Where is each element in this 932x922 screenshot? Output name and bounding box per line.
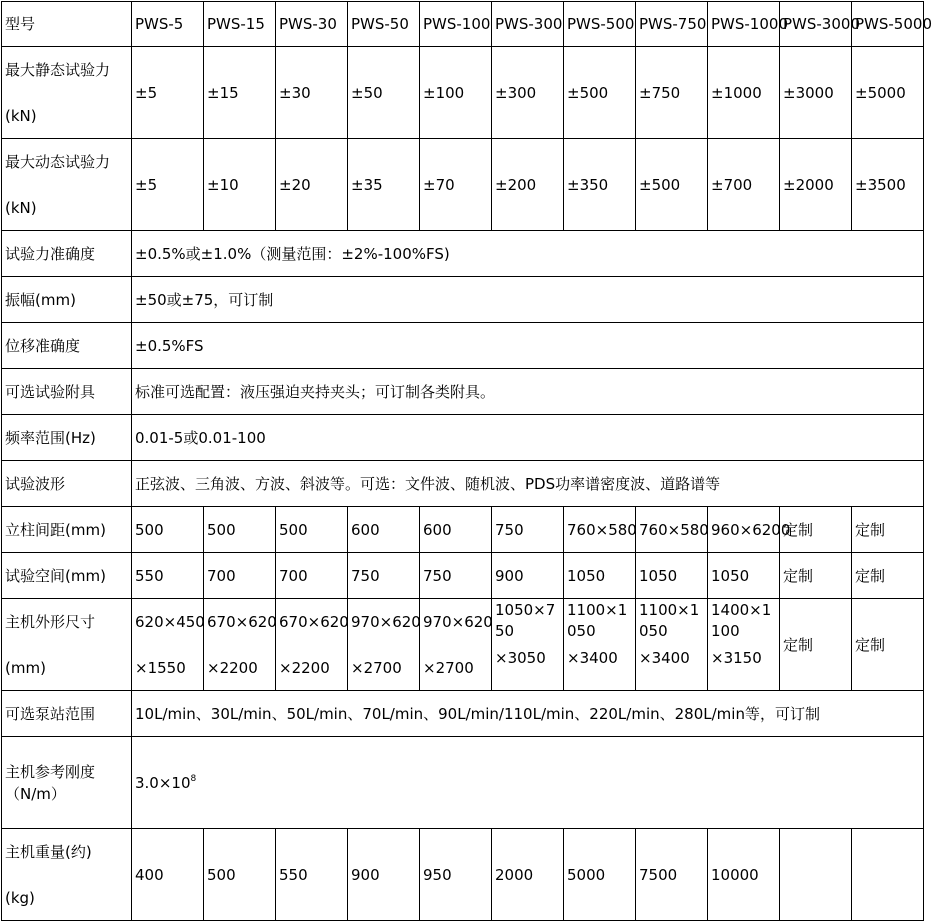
value-cell bbox=[852, 829, 924, 921]
value-cell: ±350 bbox=[564, 139, 636, 231]
amplitude-value: ±50或±75，可订制 bbox=[132, 277, 924, 323]
value-cell: 2000 bbox=[492, 829, 564, 921]
force-accuracy-row bbox=[2, 231, 924, 277]
label-line1: 最大静态试验力 bbox=[5, 60, 111, 79]
value-cell: ±100 bbox=[420, 47, 492, 139]
value-cell: 960×6200 bbox=[708, 507, 780, 553]
dimension-cell bbox=[348, 599, 420, 691]
label-line2: （N/m） bbox=[5, 784, 66, 803]
dimension-bottom: ×3050 bbox=[495, 649, 546, 667]
value-cell: 900 bbox=[492, 553, 564, 599]
value-cell: 600 bbox=[420, 507, 492, 553]
amplitude-label: 振幅(mm) bbox=[2, 277, 132, 323]
model-cell: PWS-30 bbox=[276, 2, 348, 47]
weight-row bbox=[2, 829, 924, 921]
displacement-accuracy-value: ±0.5%FS bbox=[132, 323, 924, 369]
spec-table bbox=[1, 1, 932, 921]
weight-label bbox=[2, 829, 132, 921]
static-force-row bbox=[2, 47, 924, 139]
dimension-bottom: ×1550 bbox=[135, 658, 186, 677]
dimension-top: 1100×1050 bbox=[567, 601, 628, 640]
dynamic-force-label bbox=[2, 139, 132, 231]
model-cell: PWS-300 bbox=[492, 2, 564, 47]
value-cell: 定制 bbox=[780, 507, 852, 553]
model-cell: PWS-500 bbox=[564, 2, 636, 47]
value-cell: 500 bbox=[276, 507, 348, 553]
value-cell: 700 bbox=[204, 553, 276, 599]
dimension-cell bbox=[204, 599, 276, 691]
dimension-bottom: ×3150 bbox=[711, 649, 762, 667]
pump-station-label: 可选泵站范围 bbox=[2, 691, 132, 737]
value-cell: 定制 bbox=[852, 553, 924, 599]
model-cell: PWS-100 bbox=[420, 2, 492, 47]
dimension-top: 620×450 bbox=[135, 612, 205, 631]
model-cell: PWS-3000 bbox=[780, 2, 852, 47]
label-line2: (kN) bbox=[5, 106, 37, 125]
dimensions-label bbox=[2, 599, 132, 691]
value-cell: 400 bbox=[132, 829, 204, 921]
force-accuracy-value: ±0.5%或±1.0%（测量范围：±2%-100%FS) bbox=[132, 231, 924, 277]
accessories-value: 标准可选配置：液压强迫夹持夹头；可订制各类附具。 bbox=[132, 369, 924, 415]
value-cell: 760×580 bbox=[636, 507, 708, 553]
stiffness-value bbox=[132, 737, 924, 829]
value-cell: ±15 bbox=[204, 47, 276, 139]
value-cell: ±5000 bbox=[852, 47, 924, 139]
amplitude-row bbox=[2, 277, 924, 323]
value-cell: 550 bbox=[276, 829, 348, 921]
model-cell: PWS-50 bbox=[348, 2, 420, 47]
value-cell: 5000 bbox=[564, 829, 636, 921]
value-cell: 500 bbox=[204, 507, 276, 553]
value-cell: 900 bbox=[348, 829, 420, 921]
frequency-label: 频率范围(Hz) bbox=[2, 415, 132, 461]
value-cell: 500 bbox=[132, 507, 204, 553]
test-space-label: 试验空间(mm) bbox=[2, 553, 132, 599]
dimension-bottom: ×2700 bbox=[423, 658, 474, 677]
dimension-top: 670×620 bbox=[207, 612, 277, 631]
model-cell: PWS-15 bbox=[204, 2, 276, 47]
dimension-cell bbox=[132, 599, 204, 691]
value-cell: 1050 bbox=[564, 553, 636, 599]
label-line2: (kN) bbox=[5, 198, 37, 217]
dimension-cell bbox=[636, 599, 708, 691]
value-cell: 750 bbox=[348, 553, 420, 599]
dimension-top: 1100×1050 bbox=[639, 601, 700, 640]
value-cell: 750 bbox=[420, 553, 492, 599]
value-cell: ±20 bbox=[276, 139, 348, 231]
waveform-label: 试验波形 bbox=[2, 461, 132, 507]
value-cell: ±5 bbox=[132, 47, 204, 139]
label-line1: 主机参考刚度 bbox=[5, 762, 96, 781]
column-spacing-label: 立柱间距(mm) bbox=[2, 507, 132, 553]
label-line1: 主机外形尺寸 bbox=[5, 612, 96, 631]
dimension-bottom: ×2700 bbox=[351, 658, 402, 677]
value-cell: 500 bbox=[204, 829, 276, 921]
waveform-row bbox=[2, 461, 924, 507]
header-row bbox=[2, 2, 924, 47]
value-cell: 定制 bbox=[852, 599, 924, 691]
frequency-value: 0.01-5或0.01-100 bbox=[132, 415, 924, 461]
force-accuracy-label: 试验力准确度 bbox=[2, 231, 132, 277]
value-cell: 700 bbox=[276, 553, 348, 599]
dimension-bottom: ×2200 bbox=[207, 658, 258, 677]
model-cell: PWS-5000 bbox=[852, 2, 924, 47]
value-cell: ±70 bbox=[420, 139, 492, 231]
stiffness-exponent: 8 bbox=[190, 773, 197, 784]
value-cell: 550 bbox=[132, 553, 204, 599]
header-label: 型号 bbox=[2, 2, 132, 47]
value-cell: ±500 bbox=[636, 139, 708, 231]
value-cell: ±750 bbox=[636, 47, 708, 139]
dimension-top: 1400×1100 bbox=[711, 601, 772, 640]
displacement-accuracy-row bbox=[2, 323, 924, 369]
model-cell: PWS-750 bbox=[636, 2, 708, 47]
value-cell: ±500 bbox=[564, 47, 636, 139]
value-cell: 750 bbox=[492, 507, 564, 553]
label-line1: 最大动态试验力 bbox=[5, 152, 111, 171]
value-cell: ±700 bbox=[708, 139, 780, 231]
value-cell: ±5 bbox=[132, 139, 204, 231]
stiffness-base: 3.0×10 bbox=[135, 773, 191, 792]
value-cell: ±200 bbox=[492, 139, 564, 231]
value-cell: ±10 bbox=[204, 139, 276, 231]
value-cell: ±3000 bbox=[780, 47, 852, 139]
value-cell: 7500 bbox=[636, 829, 708, 921]
pump-station-value: 10L/min、30L/min、50L/min、70L/min、90L/min/110L/min、220L/min、280L/min等，可订制 bbox=[132, 691, 924, 737]
dimension-top: 970×620 bbox=[351, 612, 421, 631]
dimension-top: 670×620 bbox=[279, 612, 349, 631]
value-cell: ±35 bbox=[348, 139, 420, 231]
stiffness-row bbox=[2, 737, 924, 829]
dimension-bottom: ×2200 bbox=[279, 658, 330, 677]
dimension-cell bbox=[420, 599, 492, 691]
value-cell: 950 bbox=[420, 829, 492, 921]
displacement-accuracy-label: 位移准确度 bbox=[2, 323, 132, 369]
dimension-cell bbox=[492, 599, 564, 691]
label-line1: 主机重量(约) bbox=[5, 842, 92, 861]
value-cell: 600 bbox=[348, 507, 420, 553]
value-cell: ±3500 bbox=[852, 139, 924, 231]
dimension-top: 1050×750 bbox=[495, 601, 556, 640]
dynamic-force-row bbox=[2, 139, 924, 231]
value-cell: ±50 bbox=[348, 47, 420, 139]
value-cell: 10000 bbox=[708, 829, 780, 921]
dimension-cell bbox=[564, 599, 636, 691]
pump-station-row bbox=[2, 691, 924, 737]
value-cell: 1050 bbox=[708, 553, 780, 599]
value-cell: 760×580 bbox=[564, 507, 636, 553]
dimension-top: 970×620 bbox=[423, 612, 493, 631]
value-cell: 定制 bbox=[780, 553, 852, 599]
frequency-row bbox=[2, 415, 924, 461]
label-line2: (mm) bbox=[5, 658, 46, 677]
value-cell bbox=[780, 829, 852, 921]
value-cell: ±2000 bbox=[780, 139, 852, 231]
value-cell: 1050 bbox=[636, 553, 708, 599]
value-cell: ±1000 bbox=[708, 47, 780, 139]
static-force-label bbox=[2, 47, 132, 139]
test-space-row bbox=[2, 553, 924, 599]
waveform-value: 正弦波、三角波、方波、斜波等。可选：文件波、随机波、PDS功率谱密度波、道路谱等 bbox=[132, 461, 924, 507]
column-spacing-row bbox=[2, 507, 924, 553]
dimensions-row bbox=[2, 599, 924, 691]
accessories-label: 可选试验附具 bbox=[2, 369, 132, 415]
dimension-bottom: ×3400 bbox=[639, 649, 690, 667]
model-cell: PWS-5 bbox=[132, 2, 204, 47]
accessories-row bbox=[2, 369, 924, 415]
value-cell: 定制 bbox=[852, 507, 924, 553]
value-cell: ±300 bbox=[492, 47, 564, 139]
dimension-cell bbox=[276, 599, 348, 691]
model-cell: PWS-1000 bbox=[708, 2, 780, 47]
value-cell: 定制 bbox=[780, 599, 852, 691]
label-line2: (kg) bbox=[5, 888, 35, 907]
dimension-bottom: ×3400 bbox=[567, 649, 618, 667]
dimension-cell bbox=[708, 599, 780, 691]
stiffness-label bbox=[2, 737, 132, 829]
value-cell: ±30 bbox=[276, 47, 348, 139]
